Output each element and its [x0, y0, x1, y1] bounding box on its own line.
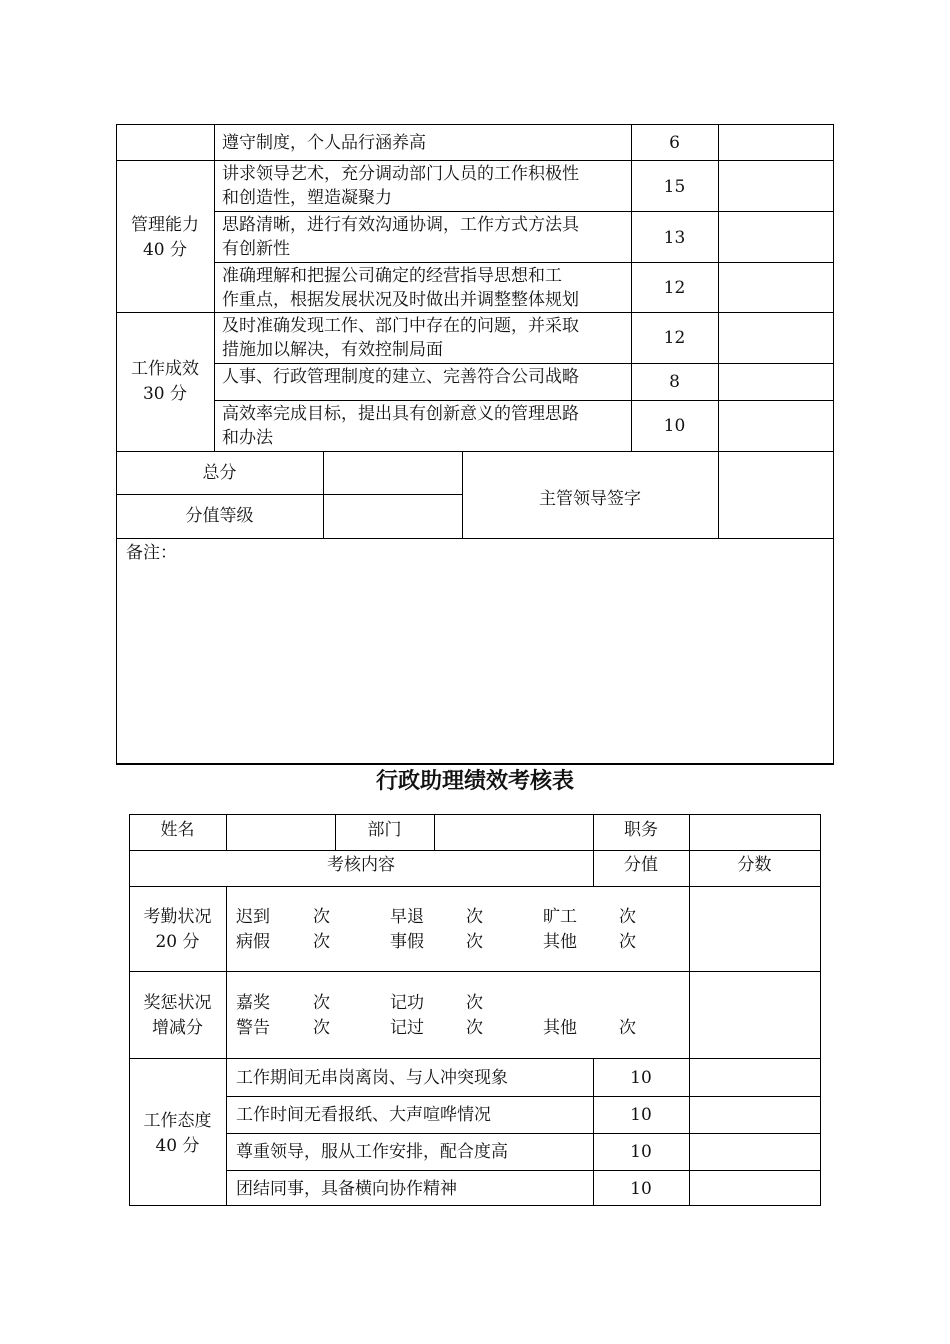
- remarks-field[interactable]: [117, 565, 833, 761]
- attitude-points: 40 分: [155, 1136, 200, 1156]
- sick-leave-label: 病假: [236, 932, 270, 952]
- attendance-label: 考勤状况: [143, 907, 212, 927]
- attitude-item-value: 10: [630, 1142, 652, 1162]
- position-field[interactable]: [690, 815, 820, 850]
- criterion-text: 措施加以解决，有效控制局面: [222, 340, 443, 360]
- attitude-item: 尊重领导，服从工作安排，配合度高: [236, 1142, 508, 1162]
- times-label: 次: [619, 1018, 636, 1038]
- criterion-text: 有创新性: [222, 239, 290, 259]
- times-label: 次: [619, 907, 636, 927]
- times-label: 次: [619, 932, 636, 952]
- signature-field[interactable]: [719, 452, 833, 538]
- attitude-score-cell[interactable]: [690, 1097, 820, 1133]
- absent-label: 旷工: [543, 907, 577, 927]
- criterion-text: 准确理解和把握公司确定的经营指导思想和工: [222, 266, 562, 286]
- times-label: 次: [466, 907, 483, 927]
- reward-points: 增减分: [152, 1018, 203, 1038]
- score-input-cell[interactable]: [719, 212, 833, 262]
- merit-label: 记功: [390, 993, 424, 1013]
- total-input-cell[interactable]: [324, 452, 462, 494]
- score-input-cell[interactable]: [719, 161, 833, 211]
- criterion-text: 及时准确发现工作、部门中存在的问题，并采取: [222, 316, 579, 336]
- grade-label: 分值等级: [185, 506, 254, 526]
- attitude-item: 团结同事，具备横向协作精神: [236, 1179, 457, 1199]
- criterion-text: 人事、行政管理制度的建立、完善符合公司战略: [222, 367, 579, 387]
- attitude-item-value: 10: [630, 1105, 652, 1125]
- attitude-score-cell[interactable]: [690, 1059, 820, 1096]
- early-leave-label: 早退: [390, 907, 424, 927]
- score-input-cell[interactable]: [719, 125, 833, 160]
- attitude-item-value: 10: [630, 1179, 652, 1199]
- criterion-text: 思路清晰，进行有效沟通协调，工作方式方法具: [222, 215, 579, 235]
- times-label: 次: [313, 932, 330, 952]
- other-label: 其他: [543, 1018, 577, 1038]
- attendance-points: 20 分: [155, 932, 200, 952]
- department-label: 部门: [367, 820, 402, 840]
- total-label: 总分: [202, 463, 237, 483]
- criterion-score: 12: [663, 328, 686, 348]
- criterion-text: 讲求领导艺术，充分调动部门人员的工作积极性: [222, 164, 579, 184]
- attitude-score-cell[interactable]: [690, 1134, 820, 1170]
- attitude-item: 工作期间无串岗离岗、与人冲突现象: [236, 1068, 508, 1088]
- remarks-label: 备注：: [126, 543, 177, 563]
- criterion-score: 6: [669, 133, 680, 153]
- criterion-text: 高效率完成目标，提出具有创新意义的管理思路: [222, 404, 579, 424]
- criterion-score: 12: [663, 278, 686, 298]
- attitude-score-cell[interactable]: [690, 1171, 820, 1205]
- attitude-item: 工作时间无看报纸、大声喧哗情况: [236, 1105, 491, 1125]
- page-title: 行政助理绩效考核表: [375, 768, 574, 794]
- reward-score-cell[interactable]: [690, 972, 820, 1058]
- times-label: 次: [466, 932, 483, 952]
- warning-label: 警告: [236, 1018, 270, 1038]
- criterion-score: 15: [663, 177, 686, 197]
- late-label: 迟到: [236, 907, 270, 927]
- attendance-score-cell[interactable]: [690, 887, 820, 971]
- score-input-cell[interactable]: [719, 313, 833, 363]
- personal-leave-label: 事假: [390, 932, 424, 952]
- content-header: 考核内容: [327, 855, 395, 875]
- attitude-item-value: 10: [630, 1068, 652, 1088]
- score-input-cell[interactable]: [719, 364, 833, 400]
- commendation-label: 嘉奖: [236, 993, 270, 1013]
- score-header: 分数: [737, 855, 772, 875]
- criterion-text: 和创造性，塑造凝聚力: [222, 188, 392, 208]
- demerit-label: 记过: [390, 1018, 424, 1038]
- criterion-text: 和办法: [222, 428, 273, 448]
- criterion-score: 8: [669, 372, 680, 392]
- value-header: 分值: [624, 855, 658, 875]
- name-field[interactable]: [227, 815, 335, 850]
- times-label: 次: [466, 993, 483, 1013]
- category-points: 30 分: [142, 384, 188, 404]
- score-input-cell[interactable]: [719, 263, 833, 312]
- signature-label: 主管领导签字: [539, 489, 641, 509]
- attitude-label: 工作态度: [143, 1111, 212, 1131]
- other-label: 其他: [543, 932, 577, 952]
- department-field[interactable]: [435, 815, 593, 850]
- name-label: 姓名: [160, 820, 195, 840]
- criterion-score: 10: [663, 416, 686, 436]
- times-label: 次: [466, 1018, 483, 1038]
- category-points: 40 分: [142, 240, 188, 260]
- times-label: 次: [313, 907, 330, 927]
- times-label: 次: [313, 993, 330, 1013]
- category-name: 管理能力: [131, 215, 199, 235]
- position-label: 职务: [624, 820, 658, 840]
- criterion-text: 遵守制度，个人品行涵养高: [222, 133, 426, 153]
- criterion-text: 作重点，根据发展状况及时做出并调整整体规划: [222, 290, 579, 310]
- times-label: 次: [313, 1018, 330, 1038]
- reward-label: 奖惩状况: [143, 993, 212, 1013]
- category-name: 工作成效: [131, 359, 199, 379]
- grade-input-cell[interactable]: [324, 495, 462, 538]
- criterion-score: 13: [663, 228, 686, 248]
- score-input-cell[interactable]: [719, 401, 833, 451]
